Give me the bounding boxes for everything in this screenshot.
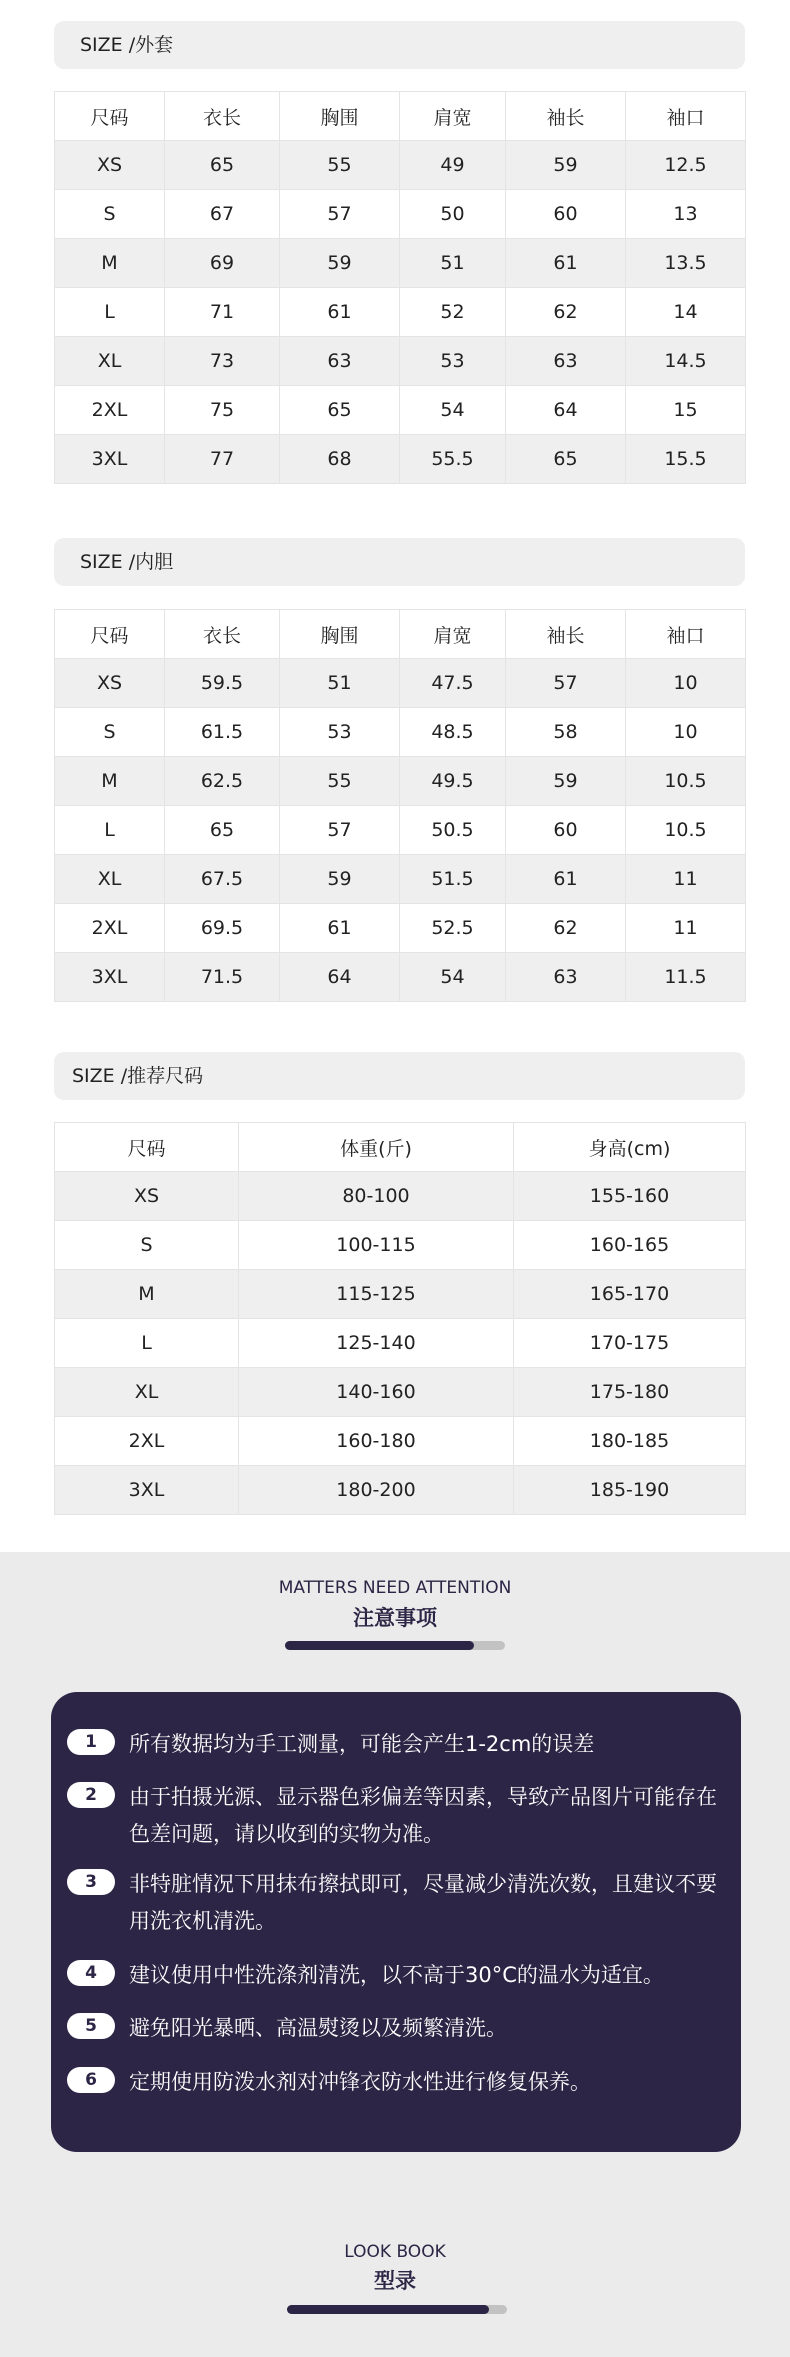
notice-item [67, 2064, 729, 2101]
attention-section [0, 1552, 790, 2357]
table-cell: XL [55, 337, 165, 386]
table-row [55, 337, 746, 386]
notice-item [67, 1726, 729, 1763]
notice-text: 所有数据均为手工测量，可能会产生1-2cm的误差 [129, 1732, 595, 1756]
table-cell: 61 [506, 855, 626, 904]
table-cell: 64 [506, 386, 626, 435]
table-cell: 11 [626, 855, 746, 904]
notice-item [67, 1866, 729, 1940]
table-cell: 10.5 [626, 757, 746, 806]
table-header-row [55, 1123, 746, 1172]
table-cell: 64 [280, 953, 400, 1002]
table-header-row [55, 92, 746, 141]
table-cell: 61 [506, 239, 626, 288]
column-header: 胸围 [280, 92, 400, 141]
table-cell: 13 [626, 190, 746, 239]
table-row [55, 1172, 746, 1221]
table-cell: 51 [280, 659, 400, 708]
notice-item [67, 1779, 729, 1853]
table-cell: 73 [165, 337, 280, 386]
table-cell: 3XL [55, 1466, 239, 1515]
table-row [55, 855, 746, 904]
column-header: 尺码 [55, 1123, 239, 1172]
notice-number-badge: 2 [67, 1782, 115, 1808]
table-cell: 170-175 [514, 1319, 746, 1368]
table-cell: 60 [506, 806, 626, 855]
notice-text: 避免阳光暴晒、高温熨烫以及频繁清洗。 [129, 2016, 507, 2040]
table-cell: 165-170 [514, 1270, 746, 1319]
notice-number-badge: 4 [67, 1960, 115, 1986]
table-cell: 125-140 [239, 1319, 514, 1368]
notice-text: 非特脏情况下用抹布擦拭即可，尽量减少清洗次数，且建议不要用洗衣机清洗。 [129, 1872, 717, 1933]
table-cell: 63 [506, 953, 626, 1002]
table-row [55, 757, 746, 806]
table-cell: 59 [280, 239, 400, 288]
column-header: 肩宽 [400, 610, 506, 659]
table-cell: 57 [506, 659, 626, 708]
table-cell: 55.5 [400, 435, 506, 484]
table-row [55, 953, 746, 1002]
column-header: 尺码 [55, 92, 165, 141]
table-cell: 14 [626, 288, 746, 337]
table-cell: 59 [280, 855, 400, 904]
table-cell: 65 [165, 141, 280, 190]
liner-size-table [54, 609, 746, 1002]
table-cell: 50 [400, 190, 506, 239]
table-row [55, 1319, 746, 1368]
table-cell: 140-160 [239, 1368, 514, 1417]
attention-notice-card [51, 1692, 741, 2152]
recommended-size-table [54, 1122, 746, 1515]
table-cell: 50.5 [400, 806, 506, 855]
table-row [55, 1417, 746, 1466]
table-cell: S [55, 190, 165, 239]
table-cell: 71.5 [165, 953, 280, 1002]
table-cell: 80-100 [239, 1172, 514, 1221]
table-cell: 67.5 [165, 855, 280, 904]
attention-progress-bar [285, 1641, 505, 1650]
table-cell: L [55, 1319, 239, 1368]
table-cell: 61.5 [165, 708, 280, 757]
table-cell: 51.5 [400, 855, 506, 904]
recommended-size-header: SIZE /推荐尺码 [54, 1052, 745, 1100]
table-cell: 51 [400, 239, 506, 288]
table-cell: 175-180 [514, 1368, 746, 1417]
table-cell: 65 [280, 386, 400, 435]
table-cell: 65 [506, 435, 626, 484]
table-cell: 3XL [55, 435, 165, 484]
lookbook-progress-fill [287, 2305, 489, 2314]
column-header: 衣长 [165, 92, 280, 141]
liner-size-header: SIZE /内胆 [54, 538, 745, 586]
table-cell: M [55, 1270, 239, 1319]
notice-number-badge: 1 [67, 1729, 115, 1755]
table-cell: 58 [506, 708, 626, 757]
table-cell: S [55, 1221, 239, 1270]
table-cell: 10.5 [626, 806, 746, 855]
table-row [55, 435, 746, 484]
table-cell: 77 [165, 435, 280, 484]
column-header: 衣长 [165, 610, 280, 659]
table-cell: 55 [280, 141, 400, 190]
notice-number-badge: 3 [67, 1869, 115, 1895]
table-cell: 67 [165, 190, 280, 239]
table-cell: 54 [400, 386, 506, 435]
table-cell: 10 [626, 708, 746, 757]
notice-item [67, 1957, 729, 1994]
table-cell: 10 [626, 659, 746, 708]
attention-title-en: MATTERS NEED ATTENTION [278, 1578, 512, 1598]
table-cell: 61 [280, 904, 400, 953]
notice-text: 建议使用中性洗涤剂清洗，以不高于30°C的温水为适宜。 [129, 1963, 664, 1987]
table-cell: 75 [165, 386, 280, 435]
table-cell: M [55, 757, 165, 806]
table-cell: 180-185 [514, 1417, 746, 1466]
table-row [55, 141, 746, 190]
table-cell: 11.5 [626, 953, 746, 1002]
table-cell: 53 [280, 708, 400, 757]
table-cell: 3XL [55, 953, 165, 1002]
table-cell: XS [55, 1172, 239, 1221]
table-header-row [55, 610, 746, 659]
table-cell: 52.5 [400, 904, 506, 953]
table-cell: XL [55, 1368, 239, 1417]
table-cell: 63 [506, 337, 626, 386]
table-row [55, 1270, 746, 1319]
table-cell: 15.5 [626, 435, 746, 484]
table-cell: 69 [165, 239, 280, 288]
table-cell: 57 [280, 806, 400, 855]
table-cell: 59.5 [165, 659, 280, 708]
table-cell: 13.5 [626, 239, 746, 288]
column-header: 身高(cm) [514, 1123, 746, 1172]
table-row [55, 1221, 746, 1270]
lookbook-title-cn: 型录 [374, 2269, 416, 2293]
table-cell: 185-190 [514, 1466, 746, 1515]
table-cell: L [55, 288, 165, 337]
table-cell: 62.5 [165, 757, 280, 806]
table-cell: S [55, 708, 165, 757]
table-cell: M [55, 239, 165, 288]
table-cell: 11 [626, 904, 746, 953]
table-cell: 54 [400, 953, 506, 1002]
column-header: 胸围 [280, 610, 400, 659]
table-cell: 57 [280, 190, 400, 239]
column-header: 袖长 [506, 610, 626, 659]
table-cell: XS [55, 659, 165, 708]
column-header: 肩宽 [400, 92, 506, 141]
table-cell: 2XL [55, 904, 165, 953]
table-cell: 69.5 [165, 904, 280, 953]
table-row [55, 1466, 746, 1515]
table-cell: 71 [165, 288, 280, 337]
table-cell: 62 [506, 904, 626, 953]
table-row [55, 904, 746, 953]
lookbook-progress-bar [287, 2305, 507, 2314]
table-cell: 53 [400, 337, 506, 386]
table-cell: 48.5 [400, 708, 506, 757]
table-row [55, 1368, 746, 1417]
table-cell: 2XL [55, 386, 165, 435]
table-cell: 59 [506, 141, 626, 190]
table-cell: L [55, 806, 165, 855]
table-row [55, 659, 746, 708]
table-cell: 100-115 [239, 1221, 514, 1270]
column-header: 袖口 [626, 610, 746, 659]
table-cell: 61 [280, 288, 400, 337]
table-cell: 115-125 [239, 1270, 514, 1319]
notice-item [67, 2010, 729, 2047]
table-cell: 60 [506, 190, 626, 239]
table-row [55, 190, 746, 239]
table-cell: 160-165 [514, 1221, 746, 1270]
table-cell: 59 [506, 757, 626, 806]
table-cell: 65 [165, 806, 280, 855]
attention-title-cn: 注意事项 [353, 1606, 437, 1630]
table-cell: 62 [506, 288, 626, 337]
table-cell: 63 [280, 337, 400, 386]
table-cell: 180-200 [239, 1466, 514, 1515]
table-row [55, 806, 746, 855]
table-cell: 160-180 [239, 1417, 514, 1466]
notice-text: 定期使用防泼水剂对冲锋衣防水性进行修复保养。 [129, 2070, 591, 2094]
table-cell: 49 [400, 141, 506, 190]
jacket-size-table [54, 91, 746, 484]
table-cell: 155-160 [514, 1172, 746, 1221]
column-header: 袖口 [626, 92, 746, 141]
table-row [55, 386, 746, 435]
table-cell: 12.5 [626, 141, 746, 190]
attention-progress-fill [285, 1641, 474, 1650]
notice-text: 由于拍摄光源、显示器色彩偏差等因素，导致产品图片可能存在色差问题，请以收到的实物为准。 [129, 1785, 717, 1846]
column-header: 尺码 [55, 610, 165, 659]
table-row [55, 708, 746, 757]
table-row [55, 239, 746, 288]
table-cell: 47.5 [400, 659, 506, 708]
table-cell: XS [55, 141, 165, 190]
table-cell: 2XL [55, 1417, 239, 1466]
column-header: 袖长 [506, 92, 626, 141]
notice-number-badge: 5 [67, 2013, 115, 2039]
table-cell: 49.5 [400, 757, 506, 806]
notice-number-badge: 6 [67, 2067, 115, 2093]
table-row [55, 288, 746, 337]
table-cell: 15 [626, 386, 746, 435]
lookbook-title-en: LOOK BOOK [344, 2242, 446, 2262]
table-cell: 52 [400, 288, 506, 337]
table-cell: 14.5 [626, 337, 746, 386]
column-header: 体重(斤) [239, 1123, 514, 1172]
jacket-size-header: SIZE /外套 [54, 21, 745, 69]
table-cell: XL [55, 855, 165, 904]
table-cell: 68 [280, 435, 400, 484]
table-cell: 55 [280, 757, 400, 806]
